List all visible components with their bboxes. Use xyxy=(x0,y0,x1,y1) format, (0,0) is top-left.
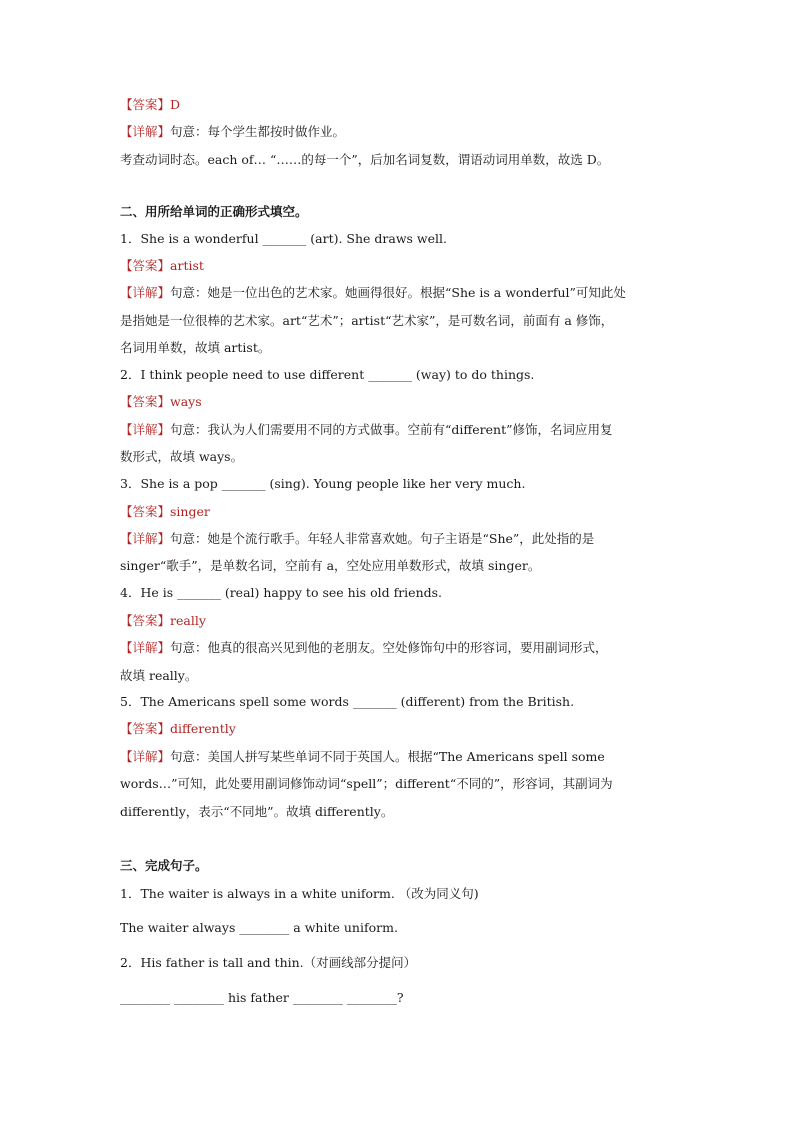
detail-text: 是指她是一位很棒的艺术家。art“艺术”；artist“艺术家”，是可数名词，前面有 a 修饰， xyxy=(120,313,614,328)
answer-tag: 【答案】 xyxy=(120,721,171,736)
answer-tag: 【答案】 xyxy=(120,613,171,628)
answer-text: ways xyxy=(170,394,202,409)
detail-line xyxy=(120,803,393,821)
sentence-text: 1．The waiter is always in a white uniform. （改为同义句) xyxy=(120,886,479,901)
answer-text: artist xyxy=(170,258,204,273)
answer-line xyxy=(120,257,204,275)
detail-line xyxy=(120,151,609,169)
detail-line xyxy=(120,421,613,439)
section-heading: 二、用所给单词的正确形式填空。 xyxy=(120,204,308,219)
detail-text: singer“歌手”，是单数名词，空前有 a，空处应用单数形式，故填 singer。 xyxy=(120,558,541,573)
answer-tag: 【答案】 xyxy=(120,394,171,409)
answer-line xyxy=(120,720,236,738)
sentence-line xyxy=(120,954,416,972)
detail-text: 句意：她是一位出色的艺术家。她画得很好。根据“She is a wonderful”可知此处 xyxy=(170,285,626,300)
question-line xyxy=(120,366,534,384)
detail-line xyxy=(120,667,197,685)
question-line xyxy=(120,584,442,602)
detail-tag: 【详解】 xyxy=(120,422,171,437)
answer-line xyxy=(120,96,180,114)
detail-text: 句意：她是个流行歌手。年轻人非常喜欢她。句子主语是“She”，此处指的是 xyxy=(170,531,595,546)
detail-text: 考查动词时态。each of… “……的每一个”，后加名词复数，谓语动词用单数，故选 D。 xyxy=(120,152,610,167)
sentence-text: The waiter always ________ a white uniform. xyxy=(120,920,398,935)
sentence-text: 2．His father is tall and thin.（对画线部分提问） xyxy=(120,955,417,970)
section-heading: 三、完成句子。 xyxy=(120,858,208,873)
detail-text: 句意：美国人拼写某些单词不同于英国人。根据“The Americans spell some xyxy=(170,749,605,764)
detail-line xyxy=(120,748,605,766)
question-text: 5．The Americans spell some words _______ (different) from the British. xyxy=(120,694,575,709)
detail-tag: 【详解】 xyxy=(120,124,171,139)
sentence-line xyxy=(120,919,398,937)
section-heading-line xyxy=(120,203,308,221)
detail-line xyxy=(120,557,540,575)
question-line xyxy=(120,475,525,493)
sentence-line xyxy=(120,885,479,903)
question-text: 1．She is a wonderful _______ (art). She draws well. xyxy=(120,231,447,246)
detail-line xyxy=(120,284,626,302)
detail-line xyxy=(120,123,345,141)
answer-text: really xyxy=(170,613,206,628)
answer-tag: 【答案】 xyxy=(120,504,171,519)
detail-text: 故填 really。 xyxy=(120,668,198,683)
detail-tag: 【详解】 xyxy=(120,640,171,655)
answer-line xyxy=(120,503,210,521)
question-text: 4．He is _______ (real) happy to see his old friends. xyxy=(120,585,443,600)
detail-text: words…”可知，此处要用副词修饰动词“spell”；different“不同的”，形容词，其副词为 xyxy=(120,776,613,791)
detail-line xyxy=(120,312,613,330)
answer-text: differently xyxy=(170,721,236,736)
question-line xyxy=(120,230,447,248)
detail-tag: 【详解】 xyxy=(120,285,171,300)
answer-tag: 【答案】 xyxy=(120,97,171,112)
detail-text: differently，表示“不同地”。故填 differently。 xyxy=(120,804,394,819)
sentence-line xyxy=(120,989,404,1007)
detail-text: 句意：我认为人们需要用不同的方式做事。空前有“different”修饰，名词应用复 xyxy=(170,422,613,437)
question-line xyxy=(120,693,574,711)
answer-line xyxy=(120,393,202,411)
detail-tag: 【详解】 xyxy=(120,531,171,546)
answer-text: singer xyxy=(170,504,210,519)
detail-line xyxy=(120,448,243,466)
question-text: 3．She is a pop _______ (sing). Young people like her very much. xyxy=(120,476,526,491)
detail-line xyxy=(120,639,608,657)
section-heading-line xyxy=(120,857,208,875)
detail-text: 数形式，故填 ways。 xyxy=(120,449,244,464)
detail-tag: 【详解】 xyxy=(120,749,171,764)
question-text: 2．I think people need to use different _______ (way) to do things. xyxy=(120,367,535,382)
detail-line xyxy=(120,775,613,793)
detail-text: 句意：每个学生都按时做作业。 xyxy=(170,124,346,139)
answer-line xyxy=(120,612,206,630)
detail-text: 名词用单数，故填 artist。 xyxy=(120,340,271,355)
sentence-text: ________ ________ his father ________ ________? xyxy=(120,990,404,1005)
answer-tag: 【答案】 xyxy=(120,258,171,273)
detail-line xyxy=(120,530,594,548)
answer-text: D xyxy=(170,97,181,112)
detail-text: 句意：他真的很高兴见到他的老朋友。空处修饰句中的形容词，要用副词形式， xyxy=(170,640,608,655)
detail-line xyxy=(120,339,270,357)
